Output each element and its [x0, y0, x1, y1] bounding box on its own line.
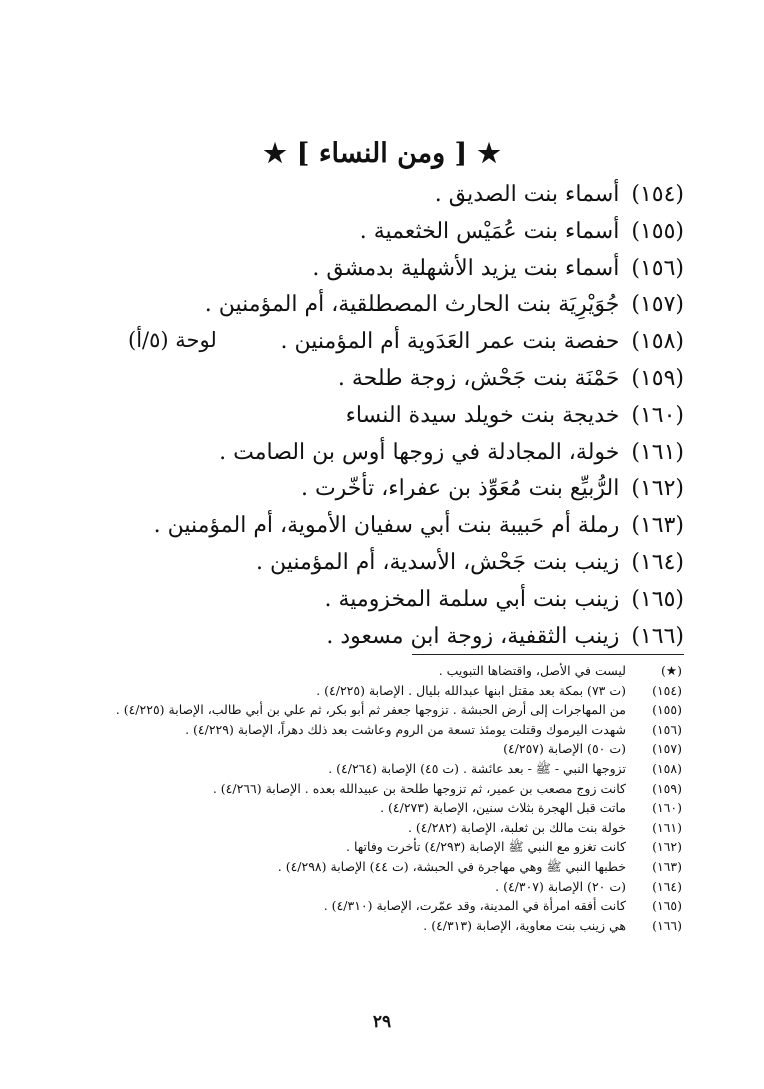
entry-text: حَمْنَة بنت جَحْش، زوجة طلحة .: [337, 365, 620, 391]
footnote: [82, 798, 682, 818]
entry-text: زينب بنت جَحْش، الأسدية، أم المؤمنين .: [256, 549, 620, 575]
entry-text: جُوَيْرِيَة بنت الحارث المصطلقية، أم المؤمنين .: [204, 292, 620, 318]
footnote-text: شهدت اليرموك وقتلت يومئذ تسعة من الروم وعاشت بعد ذلك دهراً، الإصابة (٤/٢٢٩) .: [185, 721, 626, 737]
footnote-number: (١٥٩): [652, 780, 682, 796]
entry-text: أسماء بنت يزيد الأشهلية بدمشق .: [312, 255, 620, 281]
footnote-number: (١٦٤): [652, 878, 682, 894]
footnote-number: (١٦٢): [652, 839, 682, 855]
footnote: [82, 916, 682, 936]
entry-number: (١٦١): [631, 439, 684, 465]
star-icon: ★: [477, 139, 501, 169]
list-item: [84, 361, 684, 398]
entry-text: أسماء بنت عُمَيْس الخثعمية .: [359, 218, 620, 244]
entry-text: أسماء بنت الصديق .: [434, 182, 620, 207]
footnote-text: هي زينب بنت معاوية، الإصابة (٤/٣١٣) .: [423, 917, 626, 933]
footnote: [82, 661, 682, 681]
footnote-text: ماتت قبل الهجرة بثلاث سنين، الإصابة (٤/٢٧٣) .: [380, 800, 626, 816]
list-item: [84, 582, 684, 619]
footnote-text: (ت ٢٠) الإصابة (٤/٣٠٧) .: [495, 878, 626, 894]
entry-number: (١٦٦): [631, 623, 684, 649]
footnote-text: (ت ٧٣) بمكة بعد مقتل ابنها عبدالله بليال . الإصابة (٤/٢٢٥) .: [316, 682, 626, 698]
footnote-number: (★): [661, 663, 682, 678]
footnote: [82, 857, 682, 877]
entry-number: (١٦٤): [631, 549, 684, 575]
footnote: [82, 681, 682, 701]
list-item: [84, 324, 684, 361]
entry-number: (١٥٦): [631, 255, 684, 281]
list-item: [84, 251, 684, 288]
footnote-number: (١٦٣): [652, 858, 682, 874]
footnote: [82, 877, 682, 897]
entry-text: الرُّبيِّع بنت مُعَوِّذ بن عفراء، تأخّرت .: [300, 476, 620, 502]
footnote-number: (١٦١): [652, 819, 682, 835]
footnote: [82, 739, 682, 759]
list-item: [84, 287, 684, 324]
footnote-number: (١٦٦): [652, 917, 682, 933]
entry-text: زينب بنت أبي سلمة المخزومية .: [324, 586, 620, 612]
list-item: [84, 508, 684, 545]
entry-text: رملة أم حَبيبة بنت أبي سفيان الأموية، أم المؤمنين .: [153, 513, 620, 539]
footnote-text: خولة بنت مالك بن ثعلبة، الإصابة (٤/٢٨٢) .: [407, 819, 626, 835]
entry-number: (١٥٩): [631, 365, 684, 391]
footnote-number: (١٥٨): [652, 760, 682, 776]
footnote-text: خطبها النبي ﷺ وهي مهاجرة في الحبشة، (ت ٤٤) الإصابة (٤/٢٩٨) .: [277, 858, 626, 874]
footnote-number: (١٦٠): [652, 800, 682, 816]
list-item: [84, 619, 684, 656]
footnote-text: كانت زوج مصعب بن عمير، ثم تزوجها طلحة بن عبيدالله بعده . الإصابة (٤/٢٦٦) .: [212, 780, 626, 796]
entry-number: (١٥٧): [631, 292, 684, 318]
footnote-number: (١٥٤): [652, 682, 682, 698]
entry-number: (١٥٨): [631, 329, 684, 355]
list-item: [84, 398, 684, 435]
entry-text: خديجة بنت خويلد سيدة النساء: [345, 402, 620, 428]
footnote-text: تزوجها النبي - ﷺ - بعد عائشة . (ت ٤٥) الإصابة (٤/٢٦٤) .: [328, 760, 626, 776]
footnote: [82, 818, 682, 838]
footnote-number: (١٥٧): [652, 741, 682, 757]
entry-number: (١٦٢): [631, 476, 684, 502]
section-heading: [0, 134, 764, 174]
list-item: [84, 435, 684, 472]
footnote: [82, 896, 682, 916]
footnote: [82, 700, 682, 720]
footnote: [82, 720, 682, 740]
entry-number: (١٥٤): [631, 182, 684, 207]
page-number: ٢٩: [372, 1012, 392, 1032]
footnote-number: (١٥٦): [652, 721, 682, 737]
manuscript-folio-note: لوحة (٥/أ): [128, 328, 217, 352]
footnote-text: كانت تغزو مع النبي ﷺ الإصابة (٤/٢٩٣) تأخرت وفاتها .: [346, 839, 626, 855]
footnote-number: (١٥٥): [652, 702, 682, 718]
footnote: [82, 779, 682, 799]
list-item: [84, 545, 684, 582]
footnote: [82, 759, 682, 779]
footnote-divider: [412, 654, 684, 655]
footnote-text: من المهاجرات إلى أرض الحبشة . تزوجها جعفر ثم أبو بكر، ثم علي بن أبي طالب، الإصابة (٤/٢٢٥) .: [115, 702, 626, 718]
footnote-text: ليست في الأصل، واقتضاها التبويب .: [438, 663, 626, 678]
entries-list: [84, 177, 684, 655]
footnote-text: كانت أفقه امرأة في المدينة، وقد عمّرت، الإصابة (٤/٣١٠) .: [323, 898, 626, 914]
list-item: [84, 471, 684, 508]
footnote-number: (١٦٥): [652, 898, 682, 914]
star-icon: ★: [263, 139, 287, 169]
entry-text: حفصة بنت عمر العَدَوية أم المؤمنين .: [280, 329, 620, 355]
footnote-text: (ت ٥٠) الإصابة (٤/٢٥٧): [503, 741, 626, 757]
list-item: [84, 214, 684, 251]
entry-text: خولة، المجادلة في زوجها أوس بن الصامت .: [219, 439, 620, 465]
entry-number: (١٦٠): [631, 402, 684, 428]
entry-text: زينب الثقفية، زوجة ابن مسعود .: [326, 623, 620, 649]
footnotes: [82, 661, 682, 935]
section-heading-text: [ ومن النساء ]: [296, 138, 468, 169]
entry-number: (١٥٥): [631, 218, 684, 244]
entry-number: (١٦٥): [631, 586, 684, 612]
list-item: [84, 177, 684, 214]
entry-number: (١٦٣): [631, 513, 684, 539]
footnote: [82, 837, 682, 857]
